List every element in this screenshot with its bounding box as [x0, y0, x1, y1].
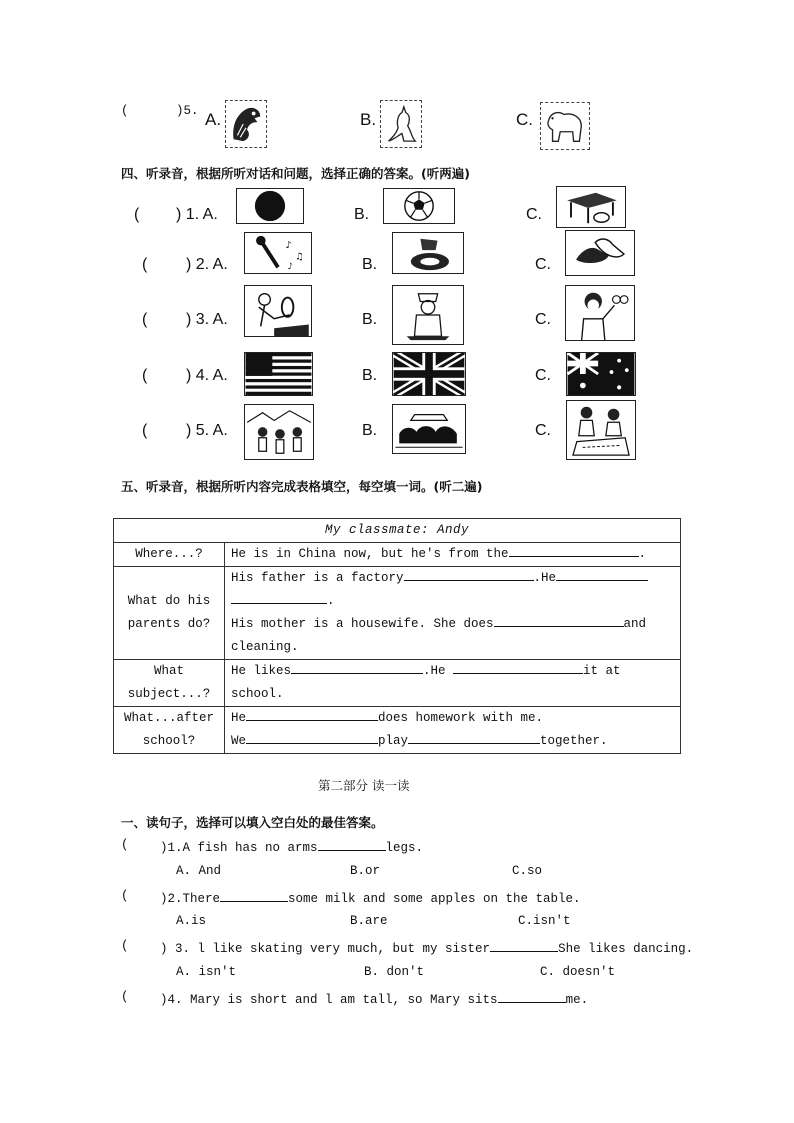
svg-text:♪: ♪: [285, 240, 292, 252]
table-icon: [556, 186, 626, 228]
row3-label: ) 3. A.: [186, 311, 228, 328]
row-subject-label: What subject...?: [114, 660, 225, 707]
text: together.: [540, 734, 608, 748]
australia-flag-icon: [566, 352, 636, 396]
text: ) 3. l like skating very much, but my sister: [160, 942, 491, 956]
svg-text:♪: ♪: [287, 262, 293, 273]
q2-option-b[interactable]: B.are: [350, 914, 388, 928]
q3-option-b[interactable]: B. don't: [364, 965, 425, 979]
row-after-school-label: What...after school?: [114, 707, 225, 754]
row5-label: ) 5. A.: [186, 422, 228, 439]
row-parents-label: What do his parents do?: [114, 567, 225, 660]
row4-c: C.: [535, 367, 551, 384]
uk-flag-icon: [392, 352, 466, 396]
answer-paren[interactable]: (: [142, 256, 148, 273]
black-disc-icon: [236, 188, 304, 224]
polar-bear-icon: [540, 102, 590, 150]
answer-paren[interactable]: (: [134, 206, 140, 223]
row3-c: C.: [535, 311, 551, 328]
eagle-icon: [225, 100, 267, 148]
svg-text:♫: ♫: [295, 251, 304, 263]
microphone-icon: [244, 232, 312, 274]
question-paren[interactable]: (: [121, 990, 129, 1004]
soccer-ball-icon: [383, 188, 455, 224]
text: His father is a factory: [231, 571, 404, 585]
classmate-table: [113, 518, 681, 754]
blank-field[interactable]: [318, 838, 386, 851]
blank-field[interactable]: [291, 661, 423, 674]
text: some milk and some apples on the table.: [288, 892, 581, 906]
row4-label: ) 4. A.: [186, 367, 228, 384]
text: does homework with me.: [378, 711, 544, 725]
blank-field[interactable]: [220, 889, 288, 902]
blank-field[interactable]: [494, 614, 624, 627]
question-3: [160, 939, 693, 956]
question-paren[interactable]: (: [121, 939, 129, 953]
row-parents-content: His father is a factory .He . His mother is a housewife. She does and cleaning.: [225, 567, 681, 660]
q3-option-a[interactable]: A. isn't: [176, 965, 237, 979]
option-b-label: B.: [360, 110, 377, 129]
blank-field[interactable]: [453, 661, 583, 674]
q1-option-b[interactable]: B.or: [350, 864, 381, 878]
blank-field[interactable]: [246, 731, 378, 744]
question-number: )5.: [176, 104, 199, 118]
row-after-school-content: [225, 707, 681, 754]
question-4: [160, 990, 588, 1007]
text: We: [231, 734, 247, 748]
shoes-icon: [565, 230, 635, 276]
section4-title: 四、听录音，根据所听对话和问题，选择正确的答案。(听两遍): [121, 166, 470, 181]
cook-icon: [392, 285, 464, 345]
row5-c: C.: [535, 422, 551, 439]
text: play: [378, 734, 409, 748]
blank-field[interactable]: [408, 731, 540, 744]
q1-option-a[interactable]: A. And: [176, 864, 222, 878]
blank-field[interactable]: [509, 544, 639, 557]
q1-option-c[interactable]: C.so: [512, 864, 543, 878]
question-paren: (: [121, 104, 129, 118]
blank-field[interactable]: [498, 990, 566, 1003]
row-where-label: Where...?: [114, 543, 225, 567]
answer-paren[interactable]: (: [142, 311, 148, 328]
question-1: [160, 838, 423, 855]
row5-b: B.: [362, 422, 378, 439]
question-paren[interactable]: (: [121, 889, 129, 903]
row2-b: B.: [362, 256, 378, 273]
row2-c: C.: [535, 256, 551, 273]
question-paren[interactable]: (: [121, 838, 129, 852]
answer-paren[interactable]: (: [142, 422, 148, 439]
text: )4. Mary is short and l am tall, so Mary sits: [160, 993, 498, 1007]
text: She likes dancing.: [558, 942, 694, 956]
q2-option-c[interactable]: C.isn't: [518, 914, 571, 928]
row1-label: ) 1. A.: [176, 206, 218, 223]
part2-title: 第二部分 读一读: [318, 778, 410, 793]
text: and: [623, 617, 647, 631]
text: legs.: [385, 841, 424, 855]
picnic-icon: [566, 400, 636, 460]
hiking-icon: [244, 404, 314, 460]
row1-c: C.: [526, 206, 542, 223]
section5-title: 五、听录音，根据所听内容完成表格填空，每空填一词。(听二遍): [121, 479, 483, 494]
answer-paren[interactable]: (: [142, 367, 148, 384]
question-2: [160, 889, 581, 906]
boat-trip-icon: [392, 404, 466, 454]
text: .He: [533, 571, 557, 585]
text: He: [231, 711, 247, 725]
blank-field[interactable]: [231, 591, 327, 604]
text: His mother is a housewife. She does: [231, 617, 494, 631]
row-where-content: [225, 543, 681, 567]
text: me.: [565, 993, 589, 1007]
text: .: [638, 547, 647, 561]
row2-label: ) 2. A.: [186, 256, 228, 273]
blank-field[interactable]: [404, 568, 534, 581]
text: He is in China now, but he's from the: [231, 547, 509, 561]
option-a-label: A.: [205, 110, 222, 129]
skates-icon: [392, 232, 464, 274]
usa-flag-icon: [244, 352, 313, 396]
table-title: My classmate: Andy: [114, 519, 681, 543]
hairdresser-icon: [565, 285, 635, 341]
row1-b: B.: [354, 206, 370, 223]
text: )2.There: [160, 892, 221, 906]
row4-b: B.: [362, 367, 378, 384]
kangaroo-icon: [380, 100, 422, 148]
blank-field[interactable]: [556, 568, 648, 581]
text: He likes: [231, 664, 292, 678]
q2-option-a[interactable]: A.is: [176, 914, 207, 928]
part2-section1-title: 一、读句子，选择可以填入空白处的最佳答案。: [121, 815, 384, 830]
option-c-label: C.: [516, 110, 533, 129]
row3-b: B.: [362, 311, 378, 328]
row-subject-content: [225, 660, 681, 707]
q3-option-c[interactable]: C. doesn't: [540, 965, 616, 979]
text: it at school.: [231, 664, 621, 701]
text: .He: [423, 664, 446, 678]
blank-field[interactable]: [246, 708, 378, 721]
blank-field[interactable]: [490, 939, 558, 952]
driver-icon: [244, 285, 312, 337]
text: cleaning.: [231, 640, 299, 654]
text: )1.A fish has no arms: [160, 841, 318, 855]
